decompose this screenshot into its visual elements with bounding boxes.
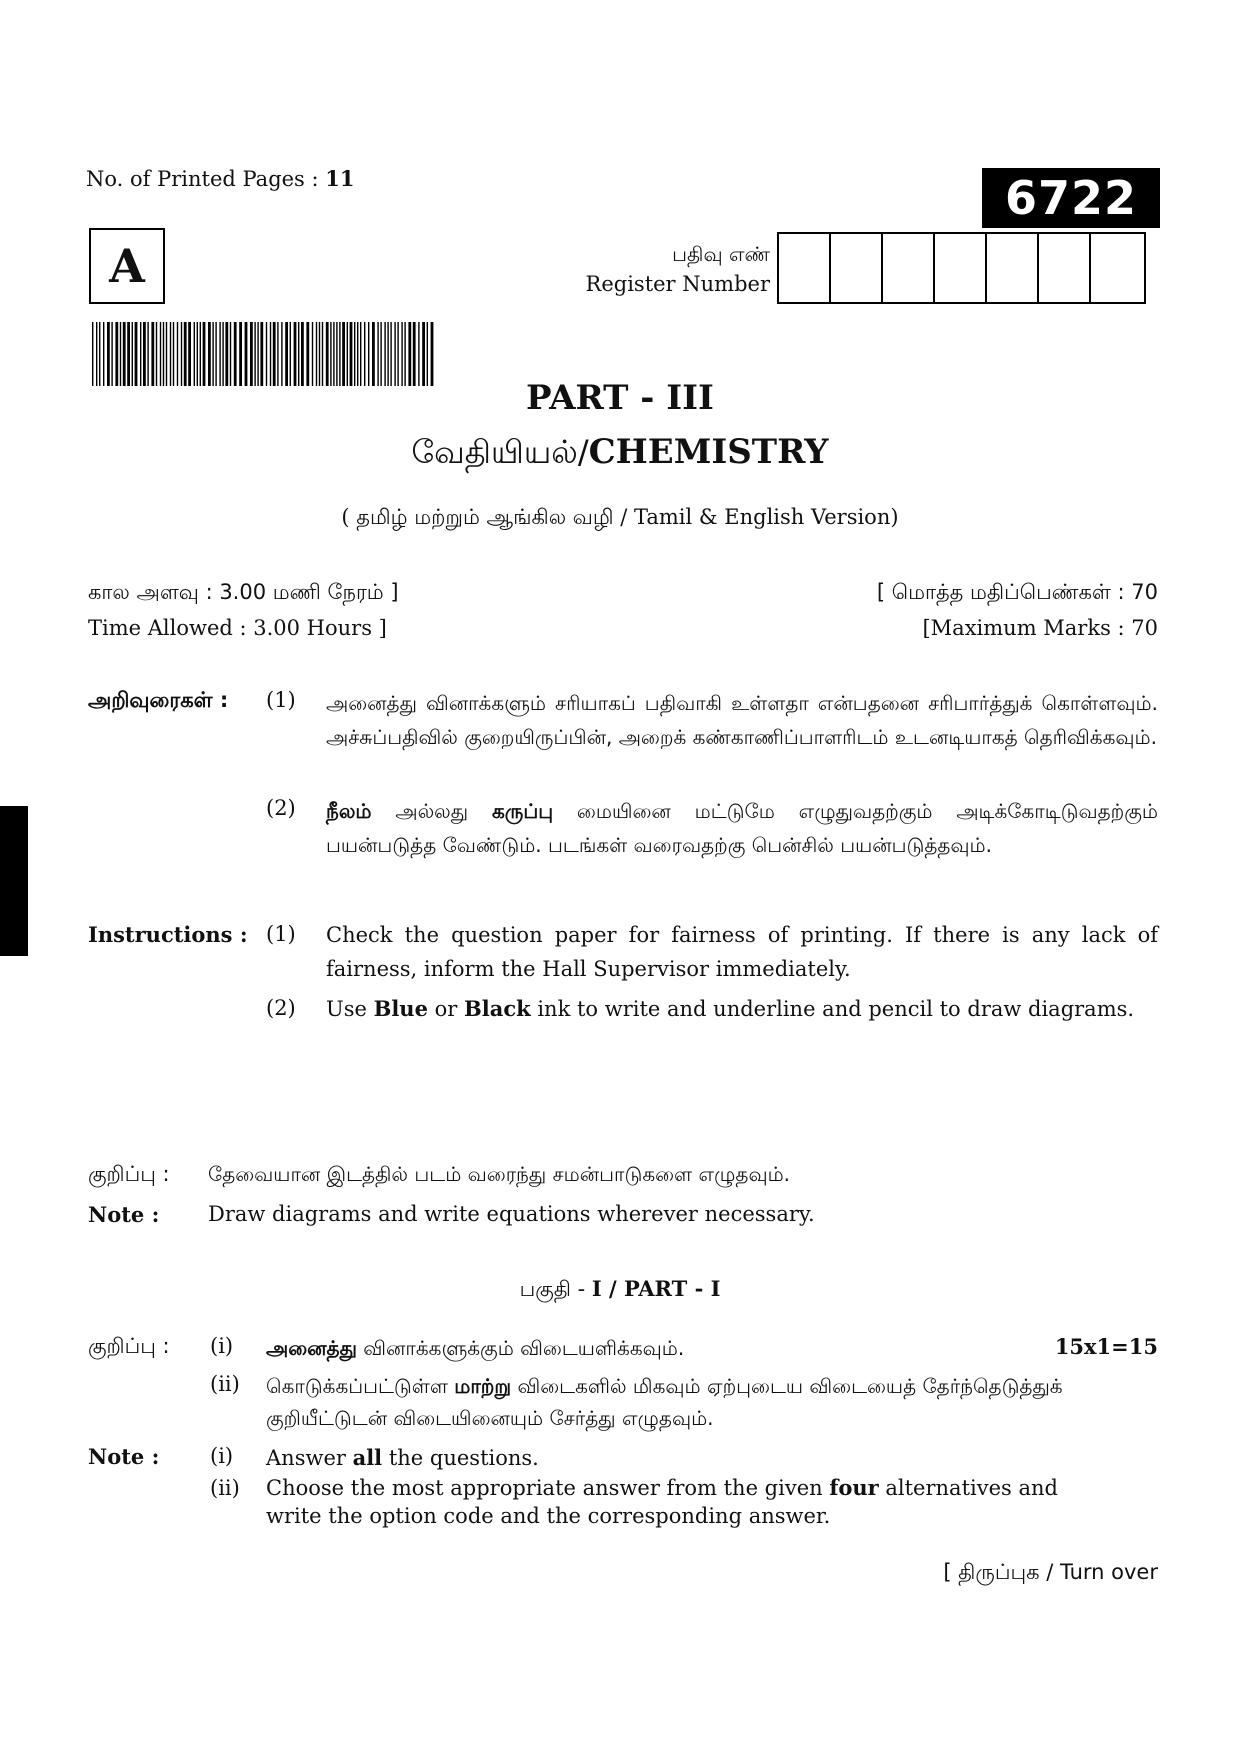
section-heading [0,1276,1240,1304]
barcode-bar [222,322,223,386]
printed-pages-label: No. of Printed Pages : [86,167,319,191]
barcode-bar [123,322,126,386]
barcode-bar [384,322,385,386]
barcode-bar [281,322,282,386]
barcode-bar [132,322,133,386]
barcode-bar [181,322,182,386]
barcode-bar [372,322,375,386]
section-note-english-label: Note : [88,1444,160,1469]
barcode-bar [266,322,267,386]
barcode-bar [219,322,220,386]
barcode-bar [277,322,278,386]
barcode-bar [330,322,331,386]
barcode-bar [245,322,248,386]
barcode-bar [401,322,402,386]
barcode-bar [270,322,271,386]
barcode-bar [273,322,276,386]
barcode-bar [260,322,263,386]
barcode-bar [427,322,428,386]
barcode-bar [96,322,97,386]
barcode-bar [173,322,174,386]
barcode-bar [184,322,187,386]
sub-text-part: விடைகளில் மிகவும் ஏற்புடைய விடையைத் தேர்ந்தெடுத்துக் குறியீட்டுடன் விடையினையும் சேர்த்து எழுதவும். [266,1374,1063,1430]
subject-title-tamil: வேதியியல்/ [411,433,589,471]
barcode-bar [294,322,297,386]
instruction-bold: கருப்பு [491,799,554,823]
sub-text-part: கொடுக்கப்பட்டுள்ள [266,1374,455,1398]
marks-english: [Maximum Marks : 70 [922,616,1158,640]
barcode-bar [151,322,154,386]
sub-number: (i) [210,1334,234,1358]
printed-pages [86,166,355,191]
barcode-bar [250,322,253,386]
barcode-bar [418,322,419,386]
sub-text-part: the questions. [382,1446,539,1470]
note-english-label: Note : [88,1202,160,1227]
part-title: PART - III [526,378,714,418]
barcode-bar [200,322,201,386]
subject-title [0,432,1240,475]
barcode-bar [107,322,110,386]
barcode-bar [357,322,358,386]
instruction-text-part: Use [326,997,374,1021]
barcode-bar [194,322,195,386]
instruction-number: (2) [266,996,296,1020]
register-digit-box[interactable] [831,234,883,302]
barcode-bar [143,322,146,386]
sub-bold: all [352,1445,383,1470]
instruction-bold: Black [463,996,531,1021]
note-tamil-label: குறிப்பு : [88,1162,170,1186]
barcode-bar [230,322,231,386]
time-english: Time Allowed : 3.00 Hours ] [88,616,387,640]
instruction-text-part: அல்லது [371,799,492,823]
subject-title-english: CHEMISTRY [588,432,829,472]
register-digit-box[interactable] [987,234,1039,302]
instruction-bold: Blue [373,996,428,1021]
barcode-bar [347,322,348,386]
barcode-bar [254,322,255,386]
sub-number: (ii) [210,1476,240,1500]
barcode-bar [377,322,378,386]
barcode-bar [163,322,164,386]
barcode-bar [306,322,309,386]
barcode-bar [203,322,206,386]
instruction-text [326,992,1158,1026]
barcode-bar [170,322,171,386]
register-number-boxes[interactable] [777,232,1146,304]
instruction-bold: நீலம் [326,799,372,823]
instruction-text-part: மையினை மட்டுமே எழுதுவதற்கும் அடிக்கோடிடுவதற்கும் பயன்படுத்த வேண்டும். படங்கள் வரைவதற்கு பென்சில் பயன்படுத்தவும். [326,799,1158,857]
barcode-bar [333,322,334,386]
barcode-bar [422,322,425,386]
barcode-bar [298,322,299,386]
barcode-bar [312,322,313,386]
barcode-bar [380,322,381,386]
barcode-bar [350,322,353,386]
barcode-bar [166,322,167,386]
barcode-bar [394,322,395,386]
barcode-bar [212,322,213,386]
barcode-bar [360,322,361,386]
barcode-bar [336,322,337,386]
barcode-bar [197,322,198,386]
register-digit-box[interactable] [1039,234,1091,302]
printed-pages-value: 11 [325,166,355,191]
margin-marker [0,806,28,956]
time-tamil: கால அளவு : 3.00 மணி நேரம் ] [88,580,399,604]
barcode-bar [322,322,323,386]
barcode-bar [111,322,112,386]
barcode-bar [135,322,138,386]
instruction-text: அனைத்து வினாக்களும் சரியாகப் பதிவாகி உள்ளதா என்பதனை சரிபார்த்துக் கொள்ளவும். அச்சுப்பதிவில் குறையிருப்பின், அறைக் கண்காணிப்பாளரிடம் உடனடியாகத் தெரிவிக்கவும். [326,691,1158,749]
barcode-bar [147,322,148,386]
barcode-bar [156,322,157,386]
version-line: ( தமிழ் மற்றும் ஆங்கில வழி / Tamil & English Version) [341,505,899,529]
barcode-bar [92,322,93,386]
turn-over: [ திருப்புக / Turn over [943,1560,1158,1584]
marks-tamil: [ மொத்த மதிப்பெண்கள் : 70 [876,580,1158,604]
barcode-bar [160,322,161,386]
barcode-bar [368,322,369,386]
barcode-bar [290,322,291,386]
sub-number: (ii) [210,1372,240,1396]
instruction-number: (2) [266,796,296,820]
section-heading-english: I / PART - I [591,1276,721,1301]
barcode-bar [339,322,340,386]
barcode-bar [319,322,320,386]
barcode-bar [285,322,288,386]
section-note-tamil-label: குறிப்பு : [88,1334,170,1358]
register-digit-box[interactable] [935,234,987,302]
barcode-bar [326,322,329,386]
barcode-bar [390,322,391,386]
instruction-text-part: or [427,997,464,1021]
sub-number: (i) [210,1444,234,1468]
instruction-text-part: ink to write and underline and pencil to draw diagrams. [530,997,1135,1021]
sub-text [266,1332,1098,1364]
instructions-english-label: Instructions : [88,922,248,947]
paper-code: 6722 [982,168,1160,228]
barcode-bar [301,322,304,386]
sub-bold: மாற்று [454,1374,512,1398]
instruction-text: Check the question paper for fairness of printing. If there is any lack of fairness, inform the Hall Supervisor immediately. [326,923,1158,981]
barcode-bar [316,322,317,386]
register-label-english: Register Number [585,272,770,296]
barcode-bar [140,322,141,386]
barcode-bar [120,322,121,386]
barcode-bar [208,322,211,386]
barcode-bar [103,322,104,386]
sub-text-part: alternatives and write the option code and the corresponding answer. [266,1476,1058,1528]
instructions-tamil-label: அறிவுரைகள் : [88,688,229,712]
series-letter: A [89,228,165,304]
barcode-bar [342,322,345,386]
sub-text [266,1370,1098,1434]
barcode-bar [413,322,416,386]
barcode-bar [397,322,398,386]
sub-bold: அனைத்து [266,1336,357,1360]
barcode-bar [257,322,258,386]
instruction-number: (1) [266,922,296,946]
register-digit-box[interactable] [779,234,831,302]
register-label-tamil: பதிவு எண் [672,242,770,266]
barcode [92,322,436,386]
register-digit-box[interactable] [883,234,935,302]
instruction-text [326,794,1158,862]
sub-text [266,1474,1098,1530]
section-marks: 15x1=15 [1054,1334,1158,1359]
barcode-bar [177,322,178,386]
barcode-bar [127,322,130,386]
note-english-text: Draw diagrams and write equations wherever necessary. [208,1202,815,1226]
barcode-bar [215,322,216,386]
register-digit-box[interactable] [1091,234,1144,302]
barcode-bar [239,322,242,386]
barcode-bar [408,322,411,386]
barcode-bar [188,322,191,386]
sub-text [266,1442,1098,1474]
sub-text-part: Answer [266,1446,353,1470]
barcode-bar [225,322,228,386]
note-tamil-text: தேவையான இடத்தில் படம் வரைந்து சமன்பாடுகளை எழுதவும். [208,1162,791,1186]
barcode-bar [354,322,355,386]
barcode-bar [431,322,434,386]
section-heading-tamil: பகுதி - [519,1277,592,1301]
sub-text-part: வினாக்களுக்கும் விடையளிக்கவும். [356,1336,685,1360]
sub-text-part: Choose the most appropriate answer from the given [266,1476,830,1500]
barcode-bar [234,322,237,386]
barcode-bar [387,322,388,386]
sub-bold: four [829,1475,879,1500]
barcode-bar [364,322,365,386]
barcode-bar [115,322,118,386]
instruction-number: (1) [266,688,296,712]
barcode-bar [404,322,405,386]
barcode-bar [99,322,100,386]
